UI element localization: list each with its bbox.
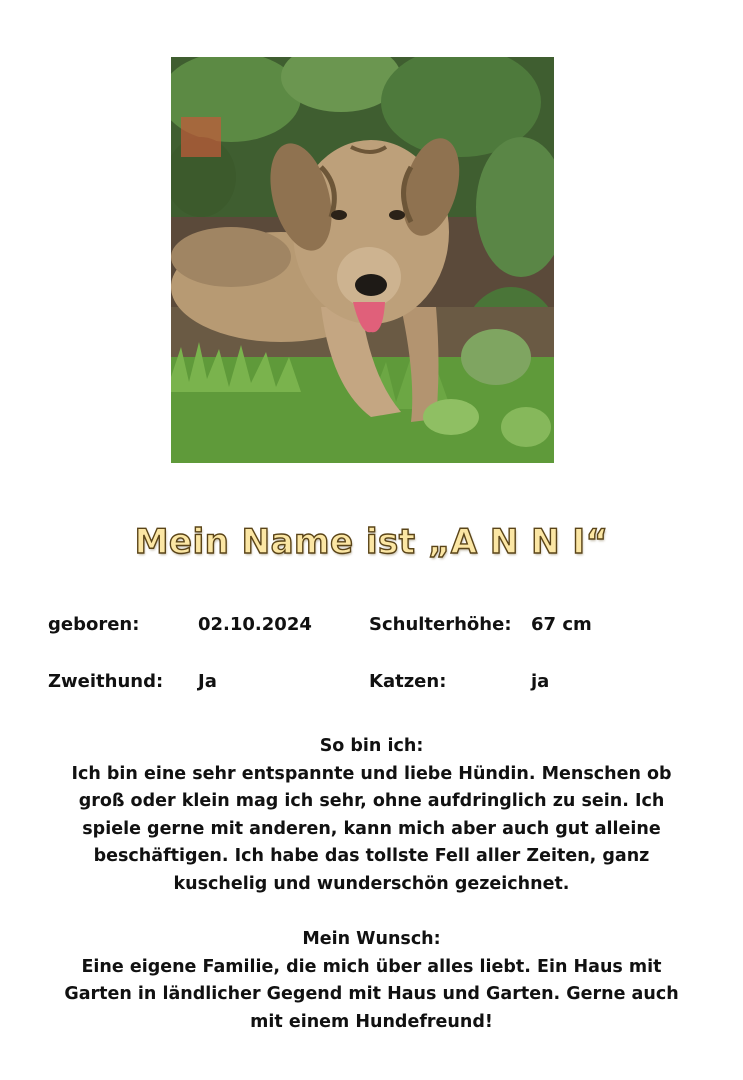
wish-section — [40, 926, 703, 1036]
second-dog-label: Zweithund: — [48, 671, 164, 692]
birth-date-label: geboren: — [48, 614, 140, 635]
wish-line: mit einem Hundefreund! — [250, 1011, 493, 1032]
about-heading: So bin ich: — [319, 736, 424, 756]
wish-line: Garten in ländlicher Gegend mit Haus und Garten. Gerne auch — [64, 984, 679, 1004]
wish-line: Eine eigene Familie, die mich über alles liebt. Ein Haus mit — [81, 956, 662, 977]
dog-photo — [171, 57, 554, 463]
about-line: groß oder klein mag ich sehr, ohne aufdringlich zu sein. Ich — [78, 791, 665, 811]
birth-date-value: 02.10.2024 — [198, 614, 312, 635]
about-line: Ich bin eine sehr entspannte und liebe Hündin. Menschen ob — [71, 763, 672, 784]
about-line: beschäftigen. Ich habe das tollste Fell aller Zeiten, ganz — [93, 846, 650, 866]
about-line: spiele gerne mit anderen, kann mich aber auch gut alleine — [82, 818, 661, 839]
cats-value: ja — [531, 671, 550, 692]
dog-photo-illustration — [171, 57, 554, 463]
shoulder-height-value: 67 cm — [531, 614, 592, 635]
about-line: kuschelig und wunderschön gezeichnet. — [173, 873, 570, 894]
wish-heading: Mein Wunsch: — [302, 929, 441, 949]
shoulder-height-label: Schulterhöhe: — [369, 614, 512, 635]
second-dog-value: Ja — [198, 671, 217, 692]
page-title: Mein Name ist „A N N I“ — [134, 522, 609, 562]
cats-label: Katzen: — [369, 671, 447, 692]
about-section — [40, 733, 703, 898]
